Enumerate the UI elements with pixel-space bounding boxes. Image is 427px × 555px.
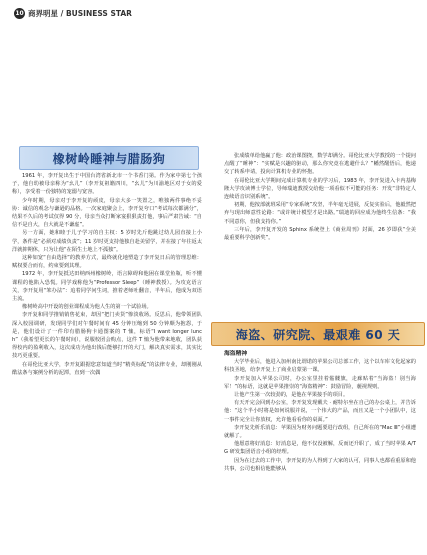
- paragraph: 初期，他按部就班采用“专家系统”攻坚，半年毫无进展，反复实验后，他毅然把弃与现出师意性论路：“或许统计模型才是出路。”瑞迪的回应成为他终生信条：“我不同意你，但我支持你。”: [224, 202, 416, 225]
- paragraph: 三年后，李开复开发的 Sphinx 系统登上《商业周刊》封面，26 岁即获“全美最重要科学创新奖”。: [224, 226, 416, 242]
- left-column: [12, 172, 202, 550]
- paragraph: 大学毕业后，他进入加州南比谓诺的苹果公司总部工作，这个以车库文化起家的科技圣地，给李开复上了商业启蒙第一课。: [224, 359, 416, 374]
- paragraph: 在哥伦比亚大学，李开复跟据您意知道当时“精英标配”的法律专业，却刚刚从酷法条与案例分析的泥潭，直到一次偶: [12, 361, 202, 376]
- subheading: 海盗精神: [224, 351, 248, 357]
- paragraph: 李开复先析乐消息：苹果因为财务问题要进行改组，自己所在的“Mac Ⅲ”小组遭就解了。: [224, 424, 416, 440]
- paragraph: 少年时期，母亲对于李开复的顽皮，母亲大多一笑置之，唯独两件事绝不妥协：诚信的观念与谦逊的品格。一次家庭聚会上，李开复夸口“考试每次都满分”，结果不久后的考试仅得 90 分，母亲当众打断家宴狠狠责打他，事后严肃告诫：“自信不是自大，自大就是不谦虚”。: [12, 197, 202, 229]
- paragraph: 1961 年，李开复出生于中国台湾省新北市一个书香门第。作为家中第七个孩子，他自幼被母亲称为“幺儿”（李开复祖籍四川，“幺儿”为川渝地区对于女的爱称），享受着一份独特的宠溺与宽容。: [12, 173, 202, 196]
- paragraph: 因为在过去的工作中，李开复的为人得到了大家的认可，同事人也都看重原和他共事，公司也相信他能够从: [224, 457, 416, 472]
- paragraph: 他愿意将好消息：好消息是，他不仅没被解，反而还升职了，成了当时苹果 A/TG 研发集团语音小组的经理。: [224, 441, 416, 456]
- right-column-top: [224, 152, 416, 314]
- paragraph: 有天开完会回到办公室，李开复发现戴夫 · 耐特尔坐在自己的办公桌上，并告诉他：“这个半小时将是如何说服并说，一个伟大的产品，而且又是一个小团队中，这一事件完全让你放权，允许他看看你的桌面。”: [224, 400, 416, 423]
- paragraph: 另一方面，她和睦于儿子学习的自主权：5 岁时先斤他跳过幼儿园直接上小学，条件是“必须对成绩负责”；11 岁时更支持他独自赴美留学，并在接了年往返太洋就抑期休，只为让他“在陌生土地上不孤独”。: [12, 230, 202, 253]
- paragraph: 张成绩单给他赢了他：政治课图挠，数学却满分。哥伦比亚大学教授的一个提问点醒了“睡神”：“实赋是兴趣的驱动，那么你究竟在逃避什么？”幡然醒悟后，他递交了转系申请，投向计算机专业的怀抱。: [224, 153, 416, 176]
- paragraph: 李开复加入苹果公司时，办公室里挂着骷髅旗，走廊贴着“当海盗！别当海军！”的标语，这就是苹果推崇的“海盗精神”：鼓励冒险，藐视规则。: [224, 375, 416, 390]
- paragraph: 1972 年，李开复抵达田纳西州橡树岭，语言障碍和他困在课堂鱼瓶，听不懂课程的他陷入恐慌。同学戏称他为“Professor Sleep”（睡神教授）。为攻克语言关，李开复用“笨办法”：追着同学问生词，推着老师吐翻音，半年后，他成为双语主流。: [12, 271, 202, 303]
- section-banner-left: 橡树岭睡神与腊肠狗: [19, 146, 199, 170]
- paragraph: 橡树岭高中开设的创业课程成为他人生的第一个试验场。: [22, 304, 152, 311]
- paragraph: 这种如宽“自由选择”的教养方式，最终就化地塑造了李开复日后的管理思维：赋权要合而有，约束要到其理。: [12, 255, 202, 270]
- right-column-bottom: [224, 350, 416, 550]
- paragraph: 在哥伦比亚大学期间完成计算机专业的学习后，1983 年，李开复进入卡内基梅隆大学攻读博士学位，导师瑞迪教授交给他一项看似不可能的任务：开发“非特定人连续语音识别系统”。: [224, 177, 416, 201]
- page-header: [14, 7, 132, 19]
- paragraph: 让他产生第一次较劲的，是他在苹果接手的项目。: [234, 392, 349, 399]
- section-title: 商界明星 / BUSINESS STAR: [28, 8, 132, 18]
- paragraph: 李开复和同学推销销售花束，却因“把门卖货”惨淡收场。反思后，他带领团队深入校园调研，发现同学们对午餐时间有 45 分钟压缩到 50 分钟颇为抱怨，于是，他们设计了一件印有腊肠狗卡通图案的 T 恤，标语“I want longer lunch”（我希望更长的午餐时间），说服校团会购点，这件 T 恤为他带来地收，团队获得校内的盈利收入，这次成功为他出钱后能够打开的大门，解决真实需求，其实比技巧更重要。: [12, 312, 202, 360]
- page-number: 10: [15, 9, 24, 17]
- section-banner-right: 海盗、研究院、最艰难 60 天: [211, 322, 425, 346]
